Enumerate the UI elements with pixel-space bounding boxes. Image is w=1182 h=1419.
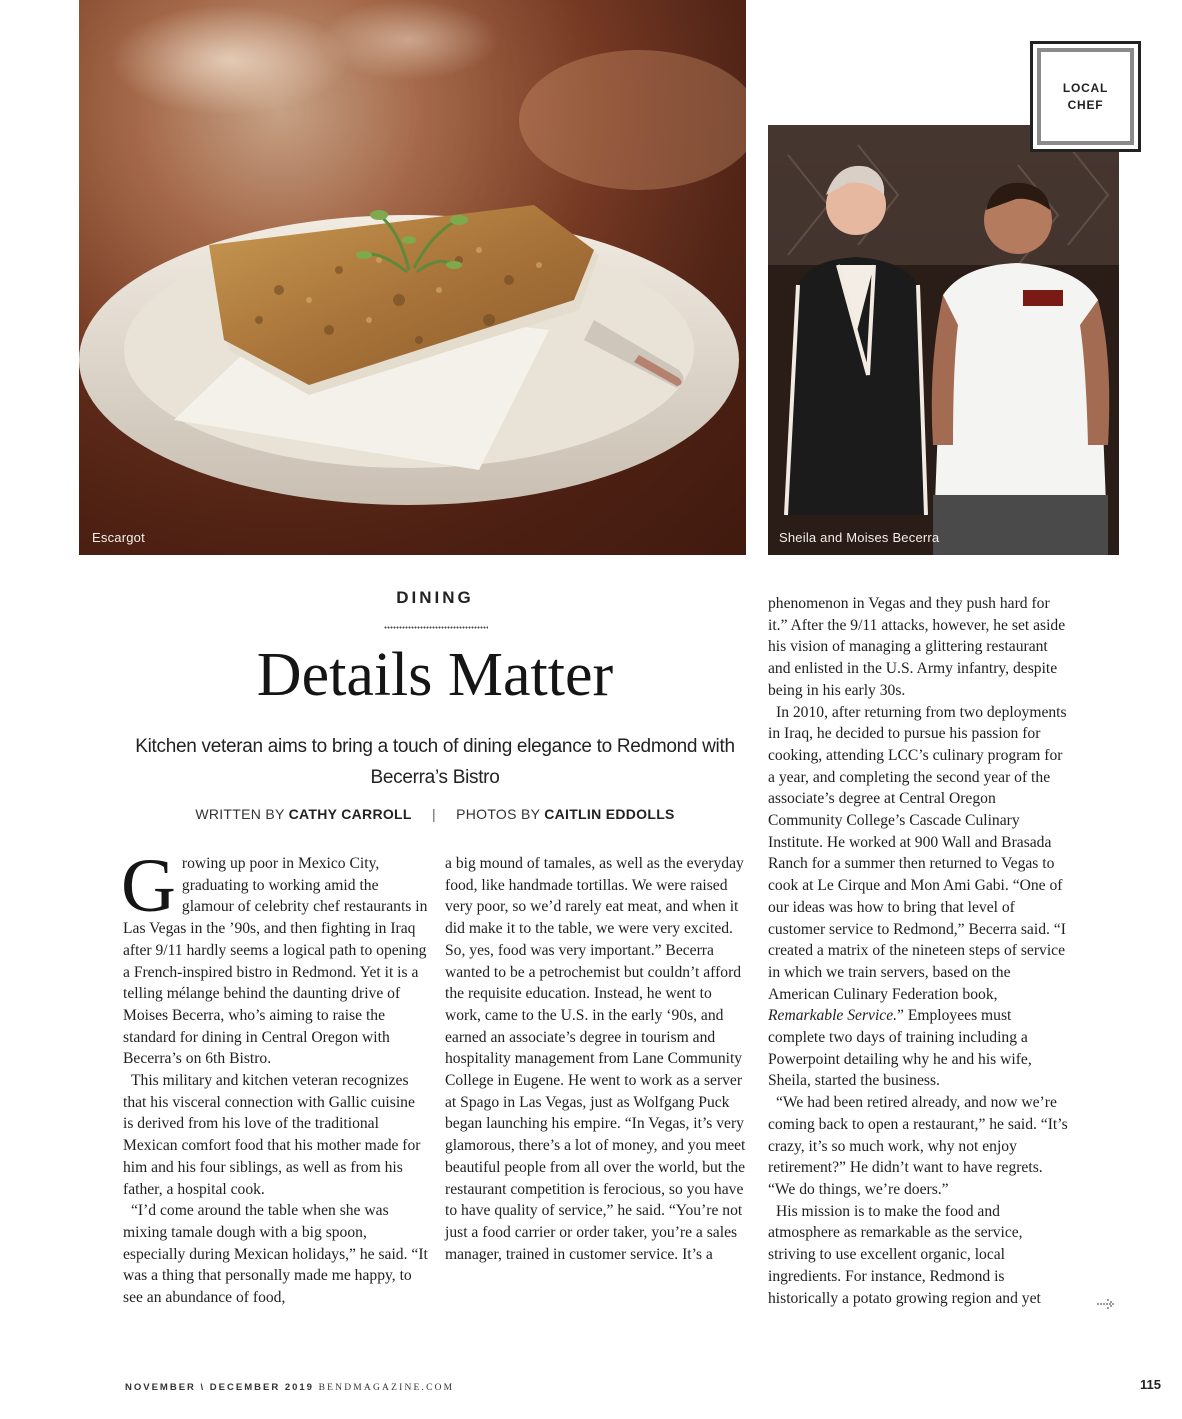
- byline: [123, 806, 747, 822]
- body-column-1: [121, 844, 428, 1309]
- continued-arrow-icon: [1096, 1295, 1118, 1313]
- paragraph: This military and kitchen veteran recognizes that his visceral connection with Gallic cuisine is derived from his love of the traditional Mexican comfort food that his mother made for him and his four siblings, as well as from his father, a hospital cook.: [123, 1072, 421, 1198]
- footer-issue: [125, 1382, 454, 1393]
- dotted-divider: [384, 626, 488, 629]
- escargot-photo: [79, 0, 746, 555]
- section-label: DINING: [396, 588, 474, 607]
- badge-line-2: CHEF: [1067, 97, 1104, 112]
- paragraph: In 2010, after returning from two deployments in Iraq, he decided to pursue his passion for cooking, attending LCC’s culinary program for a year, and completing the second year of the associate’s degree at Central Oregon Community College’s Cascade Culinary Institute. He worked at 900 Wall and Brasada Ranch for a summer then returned to Vegas to cook at Le Cirque and Mon Ami Gabi. “One of our ideas was how to bring that level of customer service to Redmond,” Becerra said. “I created a matrix of the nineteen steps of service in which we train servers, based on the American Culinary Federation book, Remarkable Service.” Employees must complete two days of training including a Powerpoint detailing why he and his wife, Sheila, started the business.: [768, 703, 1067, 1090]
- body-column-3: [768, 593, 1068, 1309]
- becerra-portrait-photo: [768, 125, 1119, 555]
- footer-site: BENDMAGAZINE.COM: [318, 1383, 455, 1393]
- byline-separator: |: [431, 806, 436, 822]
- byline-photos-prefix: PHOTOS BY: [456, 806, 540, 822]
- paragraph: “I’d come around the table when she was mixing tamale dough with a big spoon, especially during Mexican holidays,” he said. “It was a thing that personally made me happy, to see an abundance of food,: [123, 1202, 428, 1307]
- badge-line-1: LOCAL: [1062, 80, 1109, 95]
- portrait-illustration: [768, 125, 1119, 555]
- paragraph: “We had been retired already, and now we’re coming back to open a restaurant,” he said. “It’s crazy, it’s so much work, why not enjoy retirement?” He didn’t want to have regrets. “We do things, we’re doers.”: [768, 1094, 1068, 1198]
- local-chef-badge: [1030, 41, 1141, 152]
- book-title: Remarkable Service.: [768, 1007, 898, 1025]
- drop-cap: G: [121, 844, 176, 928]
- photo-caption-portrait: Sheila and Moises Becerra: [779, 530, 940, 545]
- paragraph: a big mound of tamales, as well as the everyday food, like handmade tortillas. We were raised very poor, so we’d rarely eat meat, and when it did make it to the table, we were very excited. So, yes, food was very important.” Becerra wanted to be a petrochemist but couldn’t afford the requisite education. Instead, he went to work, came to the U.S. in the early ‘90s, and earned an associate’s degree in tourism and hospitality management from Lane Community College in Eugene. He went to work as a server at Spago in Las Vegas, just as Wolfgang Puck began launching his empire. “In Vegas, it’s very glamorous, there’s a lot of money, and you meet beautiful people from all over the world, but the restaurant competition is ferocious, so you have to have quality of service,” he said. “You’re not just a food carrier or order taker, you’re a sales manager, trained in customer service. It’s a: [445, 855, 746, 1263]
- byline-written-prefix: WRITTEN BY: [195, 806, 285, 822]
- paragraph: Growing up poor in Mexico City, graduating to working amid the glamour of celebrity chef restaurants in Las Vegas in the ’90s, and then fighting in Iraq after 9/11 hardly seems a logical path to opening a French-inspired bistro in Redmond. Yet it is a telling mélange behind the daunting drive of Moises Becerra, who’s aiming to raise the standard for dining in Central Oregon with Becerra’s on 6th Bistro.: [121, 844, 428, 1068]
- byline-photographer: CAITLIN EDDOLLS: [544, 806, 675, 822]
- paragraph: phenomenon in Vegas and they push hard for it.” After the 9/11 attacks, however, he set aside his vision of managing a glittering restaurant and enlisted in the U.S. Army infantry, despite being in his early 30s.: [768, 595, 1066, 699]
- body-column-2: [445, 853, 750, 1265]
- page-number: 115: [1140, 1377, 1161, 1392]
- byline-author: CATHY CARROLL: [288, 806, 412, 822]
- photo-caption-escargot: Escargot: [92, 530, 145, 545]
- footer-issue-date: NOVEMBER \ DECEMBER 2019: [125, 1382, 314, 1393]
- article-title: Details Matter: [256, 641, 614, 709]
- article-subtitle: Kitchen veteran aims to bring a touch of dining elegance to Redmond with Becerra’s Bistro: [135, 736, 735, 788]
- escargot-illustration: [79, 0, 746, 555]
- paragraph: His mission is to make the food and atmosphere as remarkable as the service, striving to use excellent organic, local ingredients. For instance, Redmond is historically a potato growing region and yet: [768, 1202, 1041, 1307]
